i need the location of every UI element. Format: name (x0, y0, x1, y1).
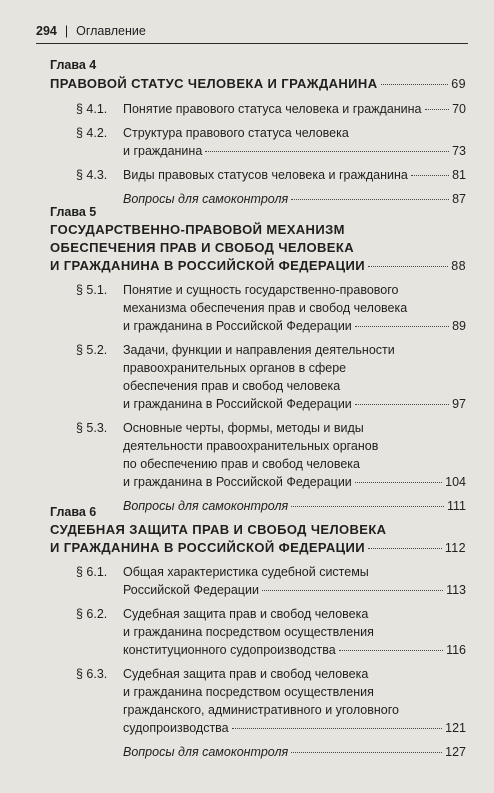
chapter-6 (50, 503, 466, 761)
chapter-label: Глава 6 (50, 505, 97, 519)
section-6-2[interactable]: § 6.2. Судебная защита прав и свобод человека и гражданина посредством осуществления конституционного судопроизводства 116 (76, 607, 466, 657)
leader-dots (355, 326, 449, 327)
page-ref: 89 (452, 319, 466, 333)
leader-dots (355, 404, 449, 405)
chapter-label: Глава 4 (50, 58, 97, 72)
page-ref: 104 (445, 475, 466, 489)
page-ref: 88 (451, 259, 466, 273)
leader-dots (381, 84, 449, 85)
page-ref: 69 (451, 77, 466, 91)
chapter-5 (50, 203, 466, 515)
leader-dots (205, 151, 449, 152)
page-ref: 73 (452, 144, 466, 158)
page-ref: 116 (446, 643, 466, 657)
section-number: § 6.2. (76, 607, 108, 621)
page-ref: 111 (446, 499, 466, 513)
leader-dots (355, 482, 442, 483)
chapter-title[interactable]: ГОСУДАРСТВЕННО-ПРАВОВОЙ МЕХАНИЗМ ОБЕСПЕЧЕНИЯ ПРАВ И СВОБОД ЧЕЛОВЕКА И ГРАЖДАНИНА В РОССИЙСКОЙ ФЕДЕРАЦИИ 88 (50, 222, 466, 273)
page-ref: 121 (445, 721, 466, 735)
section-number: § 4.3. (76, 168, 108, 182)
section-number: § 6.3. (76, 667, 108, 681)
page-ref: 97 (452, 397, 466, 411)
header-separator: | (64, 24, 69, 38)
section-number: § 6.1. (76, 565, 108, 579)
section-4-1[interactable]: § 4.1. Понятие правового статуса человека и гражданина 70 (76, 102, 466, 116)
page-ref: 113 (446, 583, 466, 597)
self-check-questions[interactable]: Вопросы для самоконтроля 127 (123, 745, 466, 759)
section-4-3[interactable]: § 4.3. Виды правовых статусов человека и гражданина 81 (76, 168, 466, 182)
page-ref: 127 (445, 745, 466, 759)
chapter-4 (50, 56, 466, 208)
section-4-2[interactable]: § 4.2. Структура правового статуса человека и гражданина 73 (76, 126, 466, 158)
section-5-2[interactable]: § 5.2. Задачи, функции и направления деятельности правоохранительных органов в сфере обеспечения прав и свобод человека и гражданина в Российской Федерации 97 (76, 343, 466, 411)
leader-dots (411, 175, 449, 176)
leader-dots (339, 650, 443, 651)
leader-dots (291, 199, 449, 200)
section-number: § 5.2. (76, 343, 108, 357)
section-number: § 4.2. (76, 126, 108, 140)
page-ref: 70 (452, 102, 466, 116)
section-5-1[interactable]: § 5.1. Понятие и сущность государственно-правового механизма обеспечения прав и свобод человека и гражданина в Российской Федерации 89 (76, 283, 466, 333)
section-5-3[interactable]: § 5.3. Основные черты, формы, методы и виды деятельности правоохранительных органов по обеспечению прав и свобод человека и гражданина в Российской Федерации 104 (76, 421, 466, 489)
leader-dots (262, 590, 443, 591)
page-ref: 112 (444, 541, 466, 555)
page-number: 294 (36, 24, 57, 38)
chapter-title[interactable]: ПРАВОВОЙ СТАТУС ЧЕЛОВЕКА И ГРАЖДАНИНА 69 (50, 74, 466, 94)
leader-dots (232, 728, 443, 729)
leader-dots (368, 548, 442, 549)
running-header (36, 22, 468, 40)
header-title: Оглавление (76, 24, 146, 38)
page-ref: 81 (452, 168, 466, 182)
leader-dots (291, 752, 442, 753)
page-ref: 87 (452, 192, 466, 206)
section-number: § 5.1. (76, 283, 108, 297)
leader-dots (425, 109, 450, 110)
self-check-questions[interactable]: Вопросы для самоконтроля 87 (123, 192, 466, 206)
chapter-label: Глава 5 (50, 205, 97, 219)
leader-dots (368, 266, 448, 267)
section-number: § 4.1. (76, 102, 108, 116)
section-number: § 5.3. (76, 421, 108, 435)
self-check-questions[interactable]: Вопросы для самоконтроля 111 (123, 499, 466, 513)
section-6-1[interactable]: § 6.1. Общая характеристика судебной системы Российской Федерации 113 (76, 565, 466, 597)
chapter-title[interactable]: СУДЕБНАЯ ЗАЩИТА ПРАВ И СВОБОД ЧЕЛОВЕКА И ГРАЖДАНИНА В РОССИЙСКОЙ ФЕДЕРАЦИИ 112 (50, 522, 466, 555)
section-6-3[interactable]: § 6.3. Судебная защита прав и свобод человека и гражданина посредством осуществления гражданского, административного и уголовного судопроизводства 121 (76, 667, 466, 735)
header-rule (36, 43, 468, 44)
